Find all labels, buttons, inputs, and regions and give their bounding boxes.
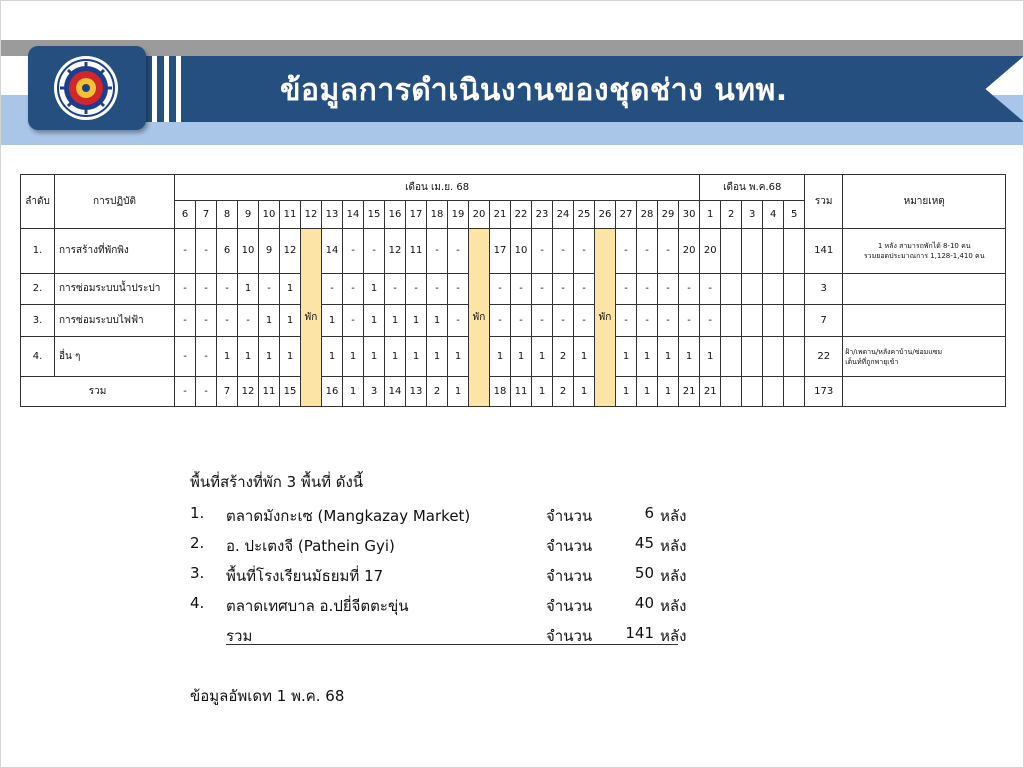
row-note <box>843 229 1006 274</box>
site-qty-label: จำนวน <box>546 597 593 615</box>
site-name: อ. ปะเตงจี (Pathein Gyi) <box>226 537 395 555</box>
day-count-cell: 1 <box>385 337 406 377</box>
day-count-cell: 1 <box>364 305 385 337</box>
day-count-cell: 12 <box>238 377 259 407</box>
day-header: 25 <box>574 201 595 229</box>
day-header: 26 <box>595 201 616 229</box>
site-name: พื้นที่โรงเรียนมัธยมที่ 17 <box>226 567 384 585</box>
day-count-cell: 1 <box>259 337 280 377</box>
day-count-cell: - <box>553 273 574 305</box>
day-count-cell: - <box>511 273 532 305</box>
day-count-cell <box>742 337 763 377</box>
rest-day-label: พัก <box>472 312 486 323</box>
day-count-cell: - <box>637 305 658 337</box>
day-count-cell: 7 <box>217 377 238 407</box>
day-count-cell: - <box>679 273 700 305</box>
day-count-cell <box>742 229 763 274</box>
row-total: 141 <box>805 229 843 274</box>
day-count-cell <box>721 337 742 377</box>
site-name: ตลาดเทศบาล อ.ปยี่จีตตะขุ่น <box>226 597 409 615</box>
day-count-cell: 1 <box>616 337 637 377</box>
day-count-cell: - <box>637 273 658 305</box>
table-row <box>21 229 1006 274</box>
site-name: ตลาดมังกะเซ (Mangkazay Market) <box>226 507 471 525</box>
day-count-cell: 1 <box>280 273 301 305</box>
day-count-cell: 1 <box>511 337 532 377</box>
header-activity: การปฏิบัติ <box>55 175 175 229</box>
sites-total-unit: หลัง <box>660 627 687 645</box>
day-header: 21 <box>490 201 511 229</box>
day-count-cell: - <box>196 305 217 337</box>
row-number: 3. <box>21 305 55 337</box>
note-line: 1 หลัง สามารถพักได้ 8-10 คน <box>877 241 971 250</box>
day-count-cell: 2 <box>553 377 574 407</box>
day-count-cell: 1 <box>385 305 406 337</box>
day-header: 23 <box>532 201 553 229</box>
day-count-cell: - <box>574 305 595 337</box>
row-note <box>843 337 1006 377</box>
day-header: 1 <box>700 201 721 229</box>
row-number: 1. <box>21 229 55 274</box>
day-count-cell: - <box>658 229 679 274</box>
day-count-cell: - <box>616 229 637 274</box>
day-count-cell: 1 <box>364 273 385 305</box>
day-count-cell: - <box>637 229 658 274</box>
day-count-cell: - <box>343 229 364 274</box>
day-count-cell: - <box>553 229 574 274</box>
day-count-cell: - <box>448 305 469 337</box>
day-count-cell: - <box>175 229 196 274</box>
day-count-cell: - <box>658 305 679 337</box>
day-count-cell <box>721 305 742 337</box>
site-qty-label: จำนวน <box>546 537 593 555</box>
day-count-cell: 14 <box>322 229 343 274</box>
day-header: 6 <box>175 201 196 229</box>
day-count-cell: - <box>196 229 217 274</box>
day-count-cell <box>721 273 742 305</box>
day-count-cell: - <box>343 273 364 305</box>
day-header: 22 <box>511 201 532 229</box>
row-note <box>843 305 1006 337</box>
day-count-cell: 15 <box>280 377 301 407</box>
day-count-cell <box>784 337 805 377</box>
day-header: 28 <box>637 201 658 229</box>
day-count-cell: 21 <box>679 377 700 407</box>
activity-name: อื่น ๆ <box>55 337 175 377</box>
total-row-label: รวม <box>21 377 175 407</box>
day-header: 11 <box>280 201 301 229</box>
day-count-cell: - <box>175 377 196 407</box>
day-count-cell: 1 <box>637 377 658 407</box>
table-total-row <box>21 377 1006 407</box>
day-count-cell <box>763 305 784 337</box>
day-count-cell <box>721 229 742 274</box>
day-header: 24 <box>553 201 574 229</box>
day-header: 8 <box>217 201 238 229</box>
day-count-cell: 13 <box>406 377 427 407</box>
day-header: 3 <box>742 201 763 229</box>
day-count-cell: 10 <box>238 229 259 274</box>
table-row <box>21 337 1006 377</box>
header-month-may: เดือน พ.ค.68 <box>700 175 805 201</box>
day-count-cell: 1 <box>238 273 259 305</box>
day-count-cell <box>763 337 784 377</box>
header-month-april: เดือน เม.ย. 68 <box>175 175 700 201</box>
header-note: หมายเหตุ <box>843 175 1006 229</box>
day-count-cell: 16 <box>322 377 343 407</box>
day-header: 18 <box>427 201 448 229</box>
organization-emblem-icon <box>54 56 118 120</box>
total-underline <box>226 644 678 645</box>
sites-total-label: รวม <box>226 627 253 645</box>
sites-total-qty-label: จำนวน <box>546 627 593 645</box>
activity-name: การสร้างที่พักพิง <box>55 229 175 274</box>
day-count-cell: - <box>553 305 574 337</box>
day-count-cell: 1 <box>406 305 427 337</box>
day-count-cell: - <box>448 273 469 305</box>
day-count-cell: 12 <box>280 229 301 274</box>
day-count-cell: 2 <box>427 377 448 407</box>
day-count-cell: 11 <box>406 229 427 274</box>
day-header: 17 <box>406 201 427 229</box>
day-count-cell: - <box>196 337 217 377</box>
day-count-cell: 1 <box>658 337 679 377</box>
day-count-cell: 1 <box>343 337 364 377</box>
day-header: 9 <box>238 201 259 229</box>
day-count-cell: 1 <box>448 337 469 377</box>
day-count-cell: 1 <box>427 337 448 377</box>
update-note: ข้อมูลอัพเดท 1 พ.ค. 68 <box>190 687 345 705</box>
rest-day-column <box>595 229 616 407</box>
site-number: 1. <box>190 504 205 522</box>
day-header: 2 <box>721 201 742 229</box>
day-count-cell: 1 <box>490 337 511 377</box>
day-count-cell: 1 <box>280 337 301 377</box>
day-count-cell <box>784 377 805 407</box>
activity-name: การซ่อมระบบไฟฟ้า <box>55 305 175 337</box>
logo-frame <box>28 46 146 130</box>
day-header: 20 <box>469 201 490 229</box>
day-count-cell: 1 <box>679 337 700 377</box>
day-count-cell <box>742 273 763 305</box>
day-header: 27 <box>616 201 637 229</box>
day-count-cell: - <box>490 305 511 337</box>
sites-total-qty: 141 <box>625 624 654 642</box>
activity-name: การซ่อมระบบน้ำประปา <box>55 273 175 305</box>
row-note <box>843 377 1006 407</box>
day-header: 19 <box>448 201 469 229</box>
site-qty-label: จำนวน <box>546 507 593 525</box>
day-count-cell: 14 <box>385 377 406 407</box>
day-count-cell: - <box>238 305 259 337</box>
day-count-cell: - <box>196 377 217 407</box>
day-count-cell: - <box>196 273 217 305</box>
row-number: 4. <box>21 337 55 377</box>
site-unit: หลัง <box>660 597 687 615</box>
site-qty: 45 <box>634 534 654 552</box>
day-count-cell: - <box>616 273 637 305</box>
header-gray-band <box>0 40 1024 56</box>
day-count-cell: 10 <box>511 229 532 274</box>
day-header: 16 <box>385 201 406 229</box>
rest-day-column <box>469 229 490 407</box>
day-count-cell: 2 <box>553 337 574 377</box>
row-total: 7 <box>805 305 843 337</box>
site-unit: หลัง <box>660 507 687 525</box>
day-count-cell: - <box>427 273 448 305</box>
day-count-cell: 1 <box>217 337 238 377</box>
day-count-cell: 1 <box>238 337 259 377</box>
day-count-cell: - <box>490 273 511 305</box>
day-header: 13 <box>322 201 343 229</box>
day-count-cell: 1 <box>574 377 595 407</box>
day-header: 30 <box>679 201 700 229</box>
day-count-cell: - <box>700 305 721 337</box>
day-header: 12 <box>301 201 322 229</box>
day-count-cell <box>784 229 805 274</box>
day-count-cell: - <box>658 273 679 305</box>
row-note <box>843 273 1006 305</box>
day-count-cell: 1 <box>406 337 427 377</box>
day-count-cell: 20 <box>679 229 700 274</box>
day-count-cell: 1 <box>343 377 364 407</box>
table-row <box>21 305 1006 337</box>
day-header: 7 <box>196 201 217 229</box>
site-qty: 50 <box>634 564 654 582</box>
operations-table-body <box>21 229 1006 407</box>
day-count-cell <box>763 229 784 274</box>
row-number: 2. <box>21 273 55 305</box>
rest-day-label: พัก <box>304 312 318 323</box>
day-count-cell: 1 <box>658 377 679 407</box>
site-number: 3. <box>190 564 205 582</box>
day-header: 15 <box>364 201 385 229</box>
day-count-cell: 1 <box>637 337 658 377</box>
day-count-cell: - <box>217 305 238 337</box>
day-header: 10 <box>259 201 280 229</box>
site-number: 4. <box>190 594 205 612</box>
rest-day-label: พัก <box>598 312 612 323</box>
day-count-cell: - <box>259 273 280 305</box>
day-count-cell: - <box>343 305 364 337</box>
day-count-cell: 1 <box>700 337 721 377</box>
day-count-cell: - <box>700 273 721 305</box>
page-title: ข้อมูลการดำเนินงานของชุดช่าง นทพ. <box>280 73 788 108</box>
day-count-cell: 11 <box>511 377 532 407</box>
day-count-cell: - <box>406 273 427 305</box>
day-count-cell: 21 <box>700 377 721 407</box>
operations-table <box>20 174 1006 407</box>
day-count-cell: - <box>427 229 448 274</box>
day-count-cell: 1 <box>574 337 595 377</box>
day-count-cell: 20 <box>700 229 721 274</box>
table-row <box>21 273 1006 305</box>
day-count-cell: 1 <box>532 337 553 377</box>
day-count-cell: - <box>385 273 406 305</box>
day-count-cell: - <box>532 229 553 274</box>
day-count-cell <box>742 305 763 337</box>
day-count-cell: - <box>322 273 343 305</box>
day-count-cell: 1 <box>322 337 343 377</box>
note-line: เต็นท์ที่ถูกพายุเข้า <box>845 357 899 366</box>
day-count-cell: - <box>364 229 385 274</box>
site-unit: หลัง <box>660 537 687 555</box>
day-count-cell: 17 <box>490 229 511 274</box>
day-count-cell <box>763 273 784 305</box>
day-count-cell <box>784 305 805 337</box>
day-count-cell <box>742 377 763 407</box>
row-total: 173 <box>805 377 843 407</box>
day-count-cell: 1 <box>322 305 343 337</box>
day-header: 14 <box>343 201 364 229</box>
day-count-cell: 1 <box>448 377 469 407</box>
site-qty: 40 <box>634 594 654 612</box>
day-count-cell: 18 <box>490 377 511 407</box>
row-total: 22 <box>805 337 843 377</box>
day-count-cell: 1 <box>532 377 553 407</box>
day-count-cell: 1 <box>616 377 637 407</box>
site-qty: 6 <box>644 504 654 522</box>
day-count-cell <box>763 377 784 407</box>
day-count-cell: - <box>616 305 637 337</box>
day-count-cell: 1 <box>259 305 280 337</box>
day-count-cell: - <box>511 305 532 337</box>
day-count-cell: - <box>175 273 196 305</box>
day-count-cell <box>721 377 742 407</box>
rest-day-column <box>301 229 322 407</box>
day-count-cell: - <box>175 305 196 337</box>
site-number: 2. <box>190 534 205 552</box>
day-count-cell: - <box>532 305 553 337</box>
day-count-cell: - <box>574 273 595 305</box>
site-unit: หลัง <box>660 567 687 585</box>
day-count-cell: - <box>448 229 469 274</box>
day-header: 4 <box>763 201 784 229</box>
day-count-cell: 12 <box>385 229 406 274</box>
day-count-cell: 3 <box>364 377 385 407</box>
day-count-cell: 11 <box>259 377 280 407</box>
header-no: ลำดับ <box>21 175 55 229</box>
day-header: 5 <box>784 201 805 229</box>
note-line: รวมยอดประมาณการ 1,128-1,410 คน <box>863 251 985 260</box>
day-count-cell: - <box>175 337 196 377</box>
day-count-cell: - <box>679 305 700 337</box>
day-header: 29 <box>658 201 679 229</box>
note-line: ฝ้า/เพดาน/หลังคาบ้าน/ซ่อมแซม <box>845 347 943 356</box>
day-count-cell: 9 <box>259 229 280 274</box>
day-count-cell: 1 <box>364 337 385 377</box>
site-qty-label: จำนวน <box>546 567 593 585</box>
day-count-cell: 1 <box>280 305 301 337</box>
day-count-cell: - <box>574 229 595 274</box>
day-count-cell: 1 <box>427 305 448 337</box>
day-count-cell: - <box>217 273 238 305</box>
day-count-cell: - <box>532 273 553 305</box>
header-total: รวม <box>805 175 843 229</box>
row-total: 3 <box>805 273 843 305</box>
day-count-cell <box>784 273 805 305</box>
day-count-cell: 6 <box>217 229 238 274</box>
sites-heading: พื้นที่สร้างที่พัก 3 พื้นที่ ดังนี้ <box>190 473 364 491</box>
